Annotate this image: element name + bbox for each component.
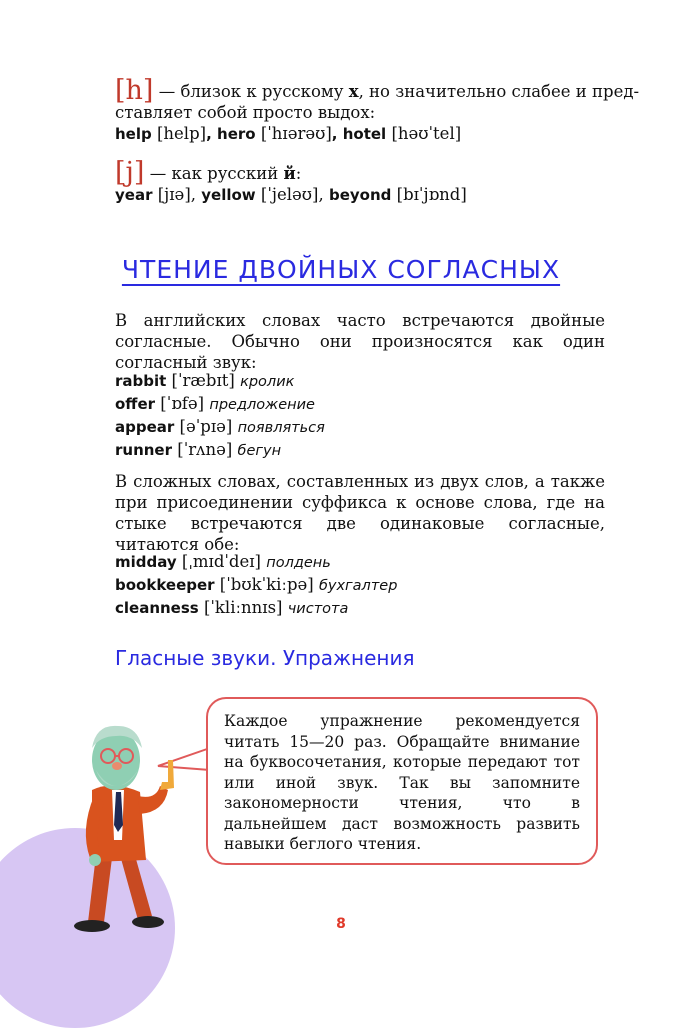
list-item: bookkeeper [ˈbʊkˈkiːpə] бухгалтер	[115, 575, 398, 594]
h-ex1-trans: [help]	[151, 124, 207, 143]
j-ex3-word: beyond	[328, 186, 392, 204]
h-symbol: [h]	[115, 75, 154, 106]
h-desc-line2: ставляет собой просто выдох:	[115, 103, 376, 122]
h-ex3-trans: [həʊˈtel]	[386, 124, 462, 143]
j-desc-letter: й	[283, 164, 296, 183]
tip-text: Каждое упражнение рекомендуется читать 15—20 раз. Обращайте внимание на буквосочетания, которые передают тот или иной звук. Так вы запомните закономерности чтения, что в дальнейшем даст возможность развить навыки беглого чтения.	[224, 712, 580, 853]
h-desc-2: , но значительно слабее и пред-	[358, 82, 640, 101]
h-ex1-word: help	[115, 125, 152, 143]
professor-illustration	[0, 690, 210, 940]
j-ex2-trans: [ˈjeləʊ],	[255, 185, 329, 204]
h-ex2-word: hero	[217, 125, 256, 143]
section-title: ЧТЕНИЕ ДВОЙНЫХ СОГЛАСНЫХ	[121, 255, 561, 284]
j-desc-2: :	[295, 164, 302, 183]
tip-speech-bubble	[206, 697, 598, 865]
list-item: cleanness [ˈkliːnnɪs] чистота	[115, 598, 349, 617]
h-ex3-word: hotel	[342, 125, 387, 143]
exercises-subtitle: Гласные звуки. Упражнения	[115, 646, 415, 670]
j-ex3-trans: [bɪˈjɒnd]	[391, 185, 467, 204]
intro-paragraph: В английских словах часто встречаются двойные согласные. Обычно они произносятся как один согласный звук:	[115, 311, 605, 372]
list-item: midday [ˌmɪdˈdeɪ] полдень	[115, 552, 331, 571]
list-item: rabbit [ˈræbɪt] кролик	[115, 371, 295, 390]
list-item: offer [ˈɒfə] предложение	[115, 394, 315, 413]
j-ex1-word: year	[115, 186, 153, 204]
h-desc-1: — близок к русскому	[153, 82, 349, 101]
double-consonant-list	[115, 370, 605, 462]
compound-paragraph: В сложных словах, составленных из двух слов, а также при присоединении суффикса к основе слова, где на стыке встречаются две одинаковые согласные, читаются обе:	[115, 472, 605, 554]
h-sep1: ,	[206, 125, 218, 143]
list-item: appear [əˈpɪə] появляться	[115, 417, 325, 436]
h-sep2: ,	[331, 125, 343, 143]
list-item: runner [ˈrʌnə] бегун	[115, 440, 282, 459]
h-ex2-trans: [ˈhɪərəʊ]	[255, 124, 332, 143]
j-sound-section	[115, 157, 605, 206]
j-symbol: [j]	[115, 157, 145, 188]
h-examples	[115, 123, 605, 145]
j-desc-1: — как русский	[144, 164, 284, 183]
h-desc-letter: х	[348, 82, 359, 101]
h-sound-section	[115, 75, 640, 145]
j-ex1-trans: [jɪə],	[152, 185, 202, 204]
compound-word-list	[115, 551, 605, 620]
j-examples	[115, 184, 605, 206]
page-number: 8	[336, 916, 346, 932]
j-ex2-word: yellow	[201, 186, 256, 204]
